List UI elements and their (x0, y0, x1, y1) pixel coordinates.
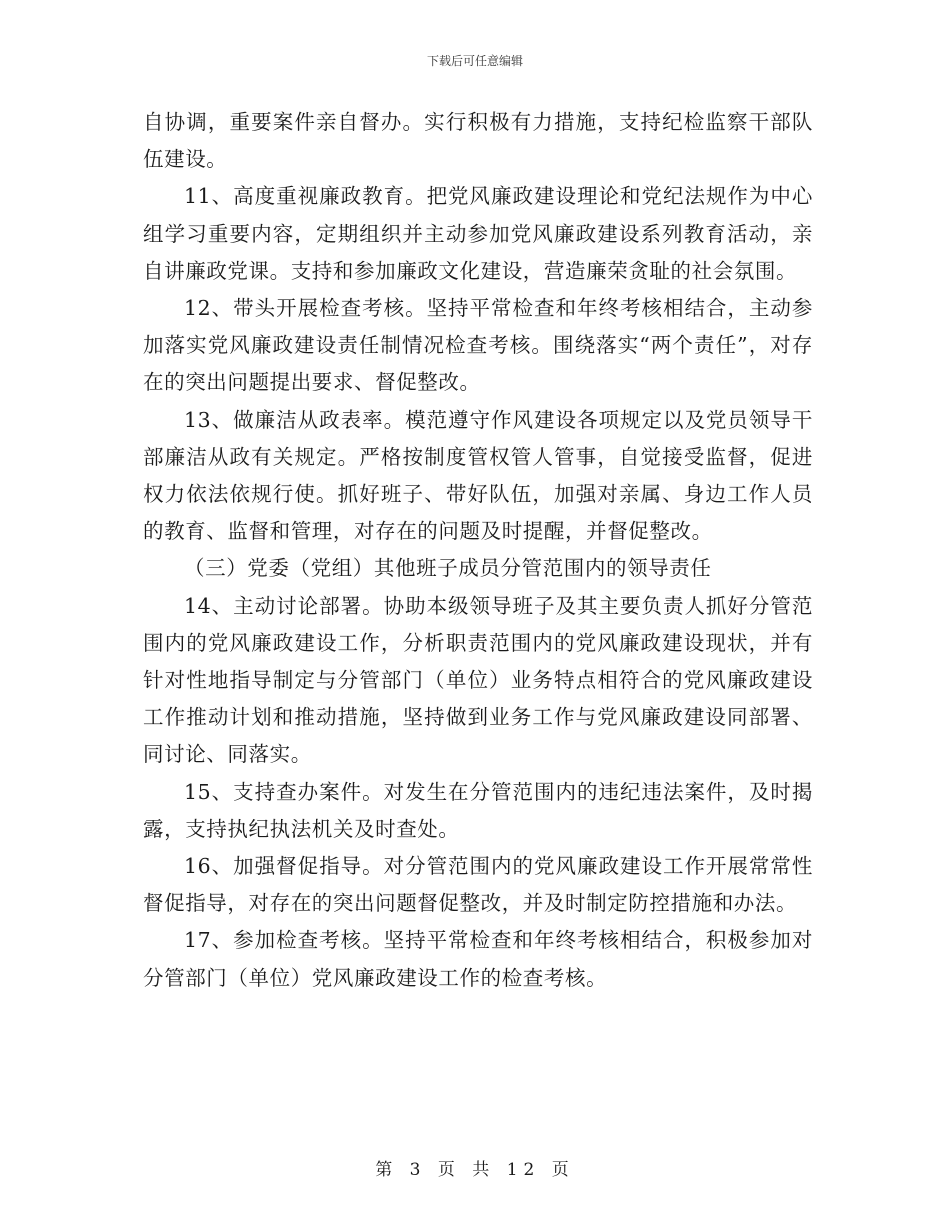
paragraph-item-11: 11、高度重视廉政教育。把党风廉政建设理论和党纪法规作为中心组学习重要内容，定期组织并主动参加党风廉政建设系列教育活动，亲自讲廉政党课。支持和参加廉政文化建设，营造廉荣贪耻的社会氛围。 (143, 184, 813, 283)
page-footer: 第 3 页 共 12 页 (375, 1160, 575, 1180)
document-body (143, 104, 813, 997)
paragraph-item-13: 13、做廉洁从政表率。模范遵守作风建设各项规定以及党员领导干部廉洁从政有关规定。严格按制度管权管人管事，自觉接受监督，促进权力依法依规行使。抓好班子、带好队伍，加强对亲属、身边工作人员的教育、监督和管理，对存在的问题及时提醒，并督促整改。 (143, 407, 813, 544)
paragraph-item-16: 16、加强督促指导。对分管范围内的党风廉政建设工作开展常常性督促指导，对存在的突出问题督促整改，并及时制定防控措施和办法。 (143, 854, 813, 916)
paragraph-item-12: 12、带头开展检查考核。坚持平常检查和年终考核相结合，主动参加落实党风廉政建设责任制情况检查考核。围绕落实“两个责任”，对存在的突出问题提出要求、督促整改。 (143, 296, 813, 395)
paragraph-item-17: 17、参加检查考核。坚持平常检查和年终考核相结合，积极参加对分管部门（单位）党风廉政建设工作的检查考核。 (143, 928, 813, 990)
paragraph-continuation: 自协调，重要案件亲自督办。实行积极有力措施，支持纪检监察干部队伍建设。 (143, 110, 813, 172)
section-heading: （三）党委（党组）其他班子成员分管范围内的领导责任 (184, 556, 712, 581)
page-header: 下载后可任意编辑 (426, 54, 523, 68)
paragraph-item-14: 14、主动讨论部署。协助本级领导班子及其主要负责人抓好分管范围内的党风廉政建设工作，分析职责范围内的党风廉政建设现状，并有针对性地指导制定与分管部门（单位）业务特点相符合的党风廉政建设工作推动计划和推动措施，坚持做到业务工作与党风廉政建设同部署、同讨论、同落实。 (143, 593, 813, 767)
paragraph-item-15: 15、支持查办案件。对发生在分管范围内的违纪违法案件，及时揭露，支持执纪执法机关及时查处。 (143, 779, 813, 841)
